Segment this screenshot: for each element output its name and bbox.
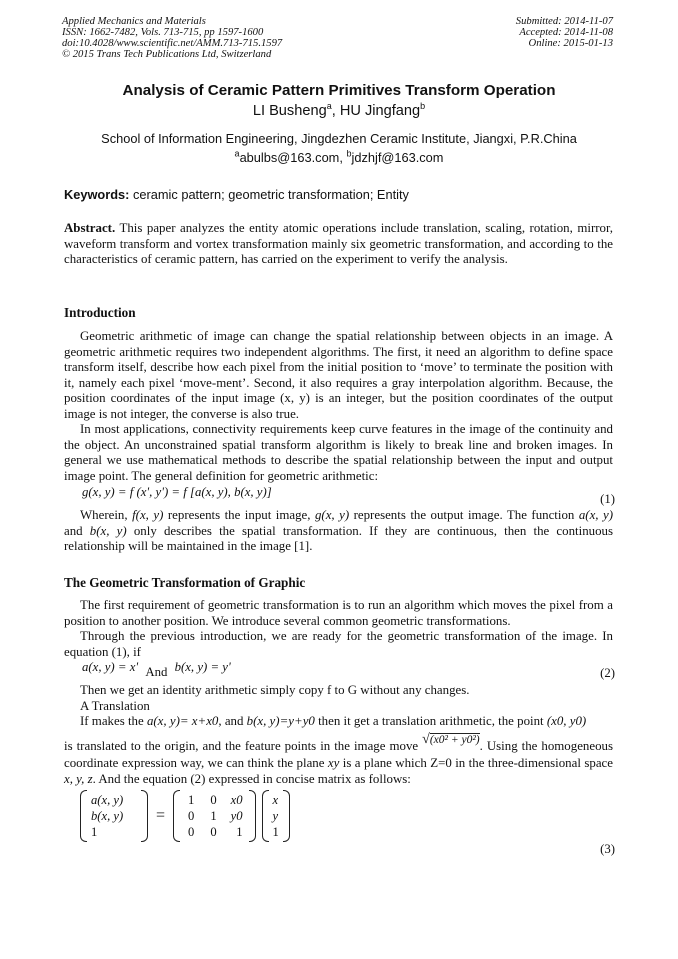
paper-title: Analysis of Ceramic Pattern Primitives Transform Operation — [122, 82, 556, 99]
journal-name: Applied Mechanics and Materials — [62, 16, 206, 27]
authors: LI Busheng$^a$, HU Jingfang$^b$ — [252, 101, 426, 119]
equation-1-number: (1) — [600, 492, 615, 506]
equation-3-number: (3) — [600, 842, 615, 856]
abstract-label: Abstract. — [64, 221, 116, 235]
email-1: abulbs@163.com — [239, 150, 340, 165]
journal-copyright: © 2015 Trans Tech Publications Ltd, Switzerland — [62, 49, 272, 60]
subsection-heading: A Translation — [80, 698, 150, 713]
paragraph: The first requirement of geometric transformation is to run an algorithm which moves the pixel from a position to another position. We introduce several common geometric transformations. — [64, 598, 613, 628]
equation-2: a(x, y) = x' And b(x, y) = y' — [82, 660, 231, 679]
author-1: LI Busheng — [252, 103, 327, 119]
section-heading-geometric: The Geometric Transformation of Graphic — [64, 575, 306, 590]
journal-doi: doi:10.4028/www.scientific.net/AMM.713-715.1597 — [62, 38, 283, 49]
transform-matrix: 1 0 0 0 1 0 x0 y0 1 — [173, 790, 255, 842]
abstract: Abstract. This paper analyzes the entity atomic operations include translation, scaling, rotation, mirror, waveform transform and vortex transformation mainly six geometric transformation, and according to the characteristics of ceramic pattern, has carried on the experiment to verify the analysis. — [64, 221, 613, 266]
geo-body-3 — [64, 732, 613, 787]
keywords: Keywords: ceramic pattern; geometric transformation; Entity — [64, 187, 409, 202]
date-online: Online: 2015-01-13 — [528, 38, 613, 49]
equation-3: a(x, y) b(x, y) 1 = 1 0 0 0 1 0 x0 y0 1 x y 1 — [80, 790, 290, 847]
rhs-vector: x y 1 — [262, 790, 290, 842]
paragraph: Then we get an identity arithmetic simply copy f to G without any changes. — [80, 683, 470, 697]
date-accepted: Accepted: 2014-11-08 — [519, 27, 613, 38]
intro-body — [64, 329, 613, 484]
intro-body-2 — [64, 508, 613, 555]
paragraph: Wherein, f(x, y) represents the input image, g(x, y) represents the output image. The function a(x, y) and b(x, y) only describes the spatial transformation. If they are continuous, then the continuous relationship will be maintained in the image [1]. — [64, 508, 614, 553]
section-heading-introduction: Introduction — [64, 305, 136, 320]
paragraph: Geometric arithmetic of image can change the spatial relationship between objects in an image. A geometric arithmetic requires two independent algorithms. The first, it need an algorithm to define space transform itself, describe how each pixel from the initial position to ‘move’ to terminate the position with it, namely each pixel ‘move-ment’. Second, it also requires a gray interpolation algorithm. Because, the position coordinates of the input image (x, y) is an integer, but the position coordinates of the output image is not integer, the converse is also true. — [64, 329, 613, 421]
paragraph: If makes the a(x, y)= x+x0, and b(x, y)=y+y0 then it get a translation arithmetic, the point (x0, y0) — [80, 714, 587, 728]
emails: $^a$abulbs@163.com, $^b$jdzhjf@163.com — [234, 148, 444, 165]
paragraph: In most applications, connectivity requirements keep curve features in the image of the continuity and the object. An unconstrained spatial transform algorithm is likely to break line and broken images. In general we use mathematical methods to describe the spatial relationship between the input and output image point. The general definition for geometric arithmetic: — [64, 422, 613, 483]
paragraph: is translated to the origin, and the feature points in the image move √(x0² + y0²). Using the homogeneous coordinate expression way, we can think the plane xy is a plane which Z=0 in the three-dimensional space x, y, z. And the equation (2) expressed in concise matrix as follows: — [64, 732, 613, 786]
date-submitted: Submitted: 2014-11-07 — [515, 16, 613, 27]
equation-1: g(x, y) = f (x', y') = f [a(x, y), b(x, y)] — [82, 485, 272, 499]
sqrt-expression: √(x0² + y0²) — [422, 732, 480, 747]
author-2: HU Jingfang — [339, 103, 421, 119]
affiliation: School of Information Engineering, Jingdezhen Ceramic Institute, Jiangxi, P.R.China — [101, 131, 577, 146]
dates-info — [516, 16, 613, 49]
geo-body-2 — [64, 683, 613, 730]
journal-issn: ISSN: 1662-7482, Vols. 713-715, pp 1597-1600 — [62, 27, 264, 38]
email-2: jdzhjf@163.com — [351, 150, 444, 165]
equation-2-number: (2) — [600, 666, 615, 680]
geo-body — [64, 598, 613, 660]
lhs-vector: a(x, y) b(x, y) 1 — [80, 790, 148, 842]
journal-info — [62, 16, 282, 60]
paragraph: Through the previous introduction, we are ready for the geometric transformation of the image. In equation (1), if — [64, 629, 613, 659]
